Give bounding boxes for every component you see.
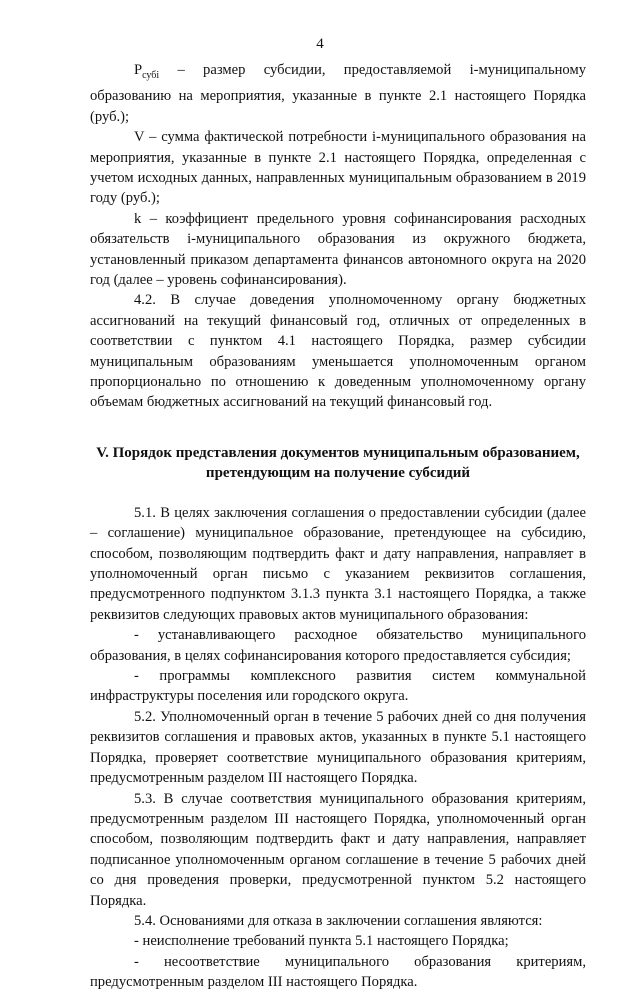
section-heading: V. Порядок представления документов муниципальным образованием, претендующим на получение субсидий bbox=[96, 444, 580, 481]
paragraph-5-3: 5.3. В случае соответствия муниципального образования критериям, предусмотренным разделом III настоящего Порядка, уполномоченный орган способом, позволяющим подтвердить факт и дату направления, направляет подписанное уполномоченным органом соглашение в течение 5 рабочих дней со дня проведения проверки, предусмотренной пунктом 5.2 настоящего Порядка. bbox=[90, 790, 586, 909]
paragraph-5-4: 5.4. Основаниями для отказа в заключении соглашения являются: bbox=[134, 912, 543, 929]
list-item-ustanavlivayushchego: - устанавливающего расходное обязательство муниципального образования, в целях софинансирования которого предоставляется субсидия; bbox=[90, 627, 586, 664]
paragraph-4-2: 4.2. В случае доведения уполномоченному органу бюджетных ассигнований на текущий финансовый год, отличных от определенных в соответствии с пунктом 4.1 настоящего Порядка, размер субсидии муниципальным образованиям уменьшается уполномоченным органом пропорционально по отношению к доведенным уполномоченному органу объемам бюджетных ассигнований на текущий финансовый год. bbox=[90, 292, 586, 411]
list-item-neispolnenie: - неисполнение требований пункта 5.1 настоящего Порядка; bbox=[134, 933, 509, 950]
list-item-nesootvetstvie: - несоответствие муниципального образования критериям, предусмотренным разделом III настоящего Порядка. bbox=[90, 953, 586, 991]
paragraph-5-1: 5.1. В целях заключения соглашения о предоставлении субсидии (далее – соглашение) муниципальное образование, претендующее на субсидию, способом, позволяющим подтвердить факт и дату направления, направляет в уполномоченный орган письмо с указанием реквизитов соглашения, предусмотренного подпунктом 3.1.3 пункта 3.1 настоящего Порядка, а также реквизитов следующих правовых актов муниципального образования: bbox=[90, 504, 586, 623]
document-body bbox=[90, 60, 586, 993]
page-number: 4 bbox=[316, 36, 324, 52]
paragraph-5-2: 5.2. Уполномоченный орган в течение 5 рабочих дней со дня получения реквизитов соглашения и правовых актов, указанных в пункте 5.1 настоящего Порядка, проверяет соответствие муниципального образования критериям, предусмотренным разделом III настоящего Порядка. bbox=[90, 708, 586, 787]
paragraph-k: k – коэффициент предельного уровня софинансирования расходных обязательств i-муниципального образования из окружного бюджета, установленный приказом департамента финансов автономного округа на 2020 год (далее – уровень софинансирования). bbox=[90, 210, 586, 288]
paragraph-v: V – сумма фактической потребности i-муниципального образования на мероприятия, указанные в пункте 2.1 настоящего Порядка, определенная с учетом исходных данных, направленных муниципальным образованием в 2019 году (руб.); bbox=[90, 129, 586, 207]
list-item-programmy: - программы комплексного развития систем коммунальной инфраструктуры поселения или городского округа. bbox=[90, 668, 586, 705]
p-subsidy-symbol: $Р_{субi}$ bbox=[134, 62, 160, 81]
paragraph-p-subsidy: $Р_{субi}$ – размер субсидии, предоставляемой i-муниципальному образованию на мероприятия, указанные в пункте 2.1 настоящего Порядка (руб.); bbox=[90, 62, 586, 125]
